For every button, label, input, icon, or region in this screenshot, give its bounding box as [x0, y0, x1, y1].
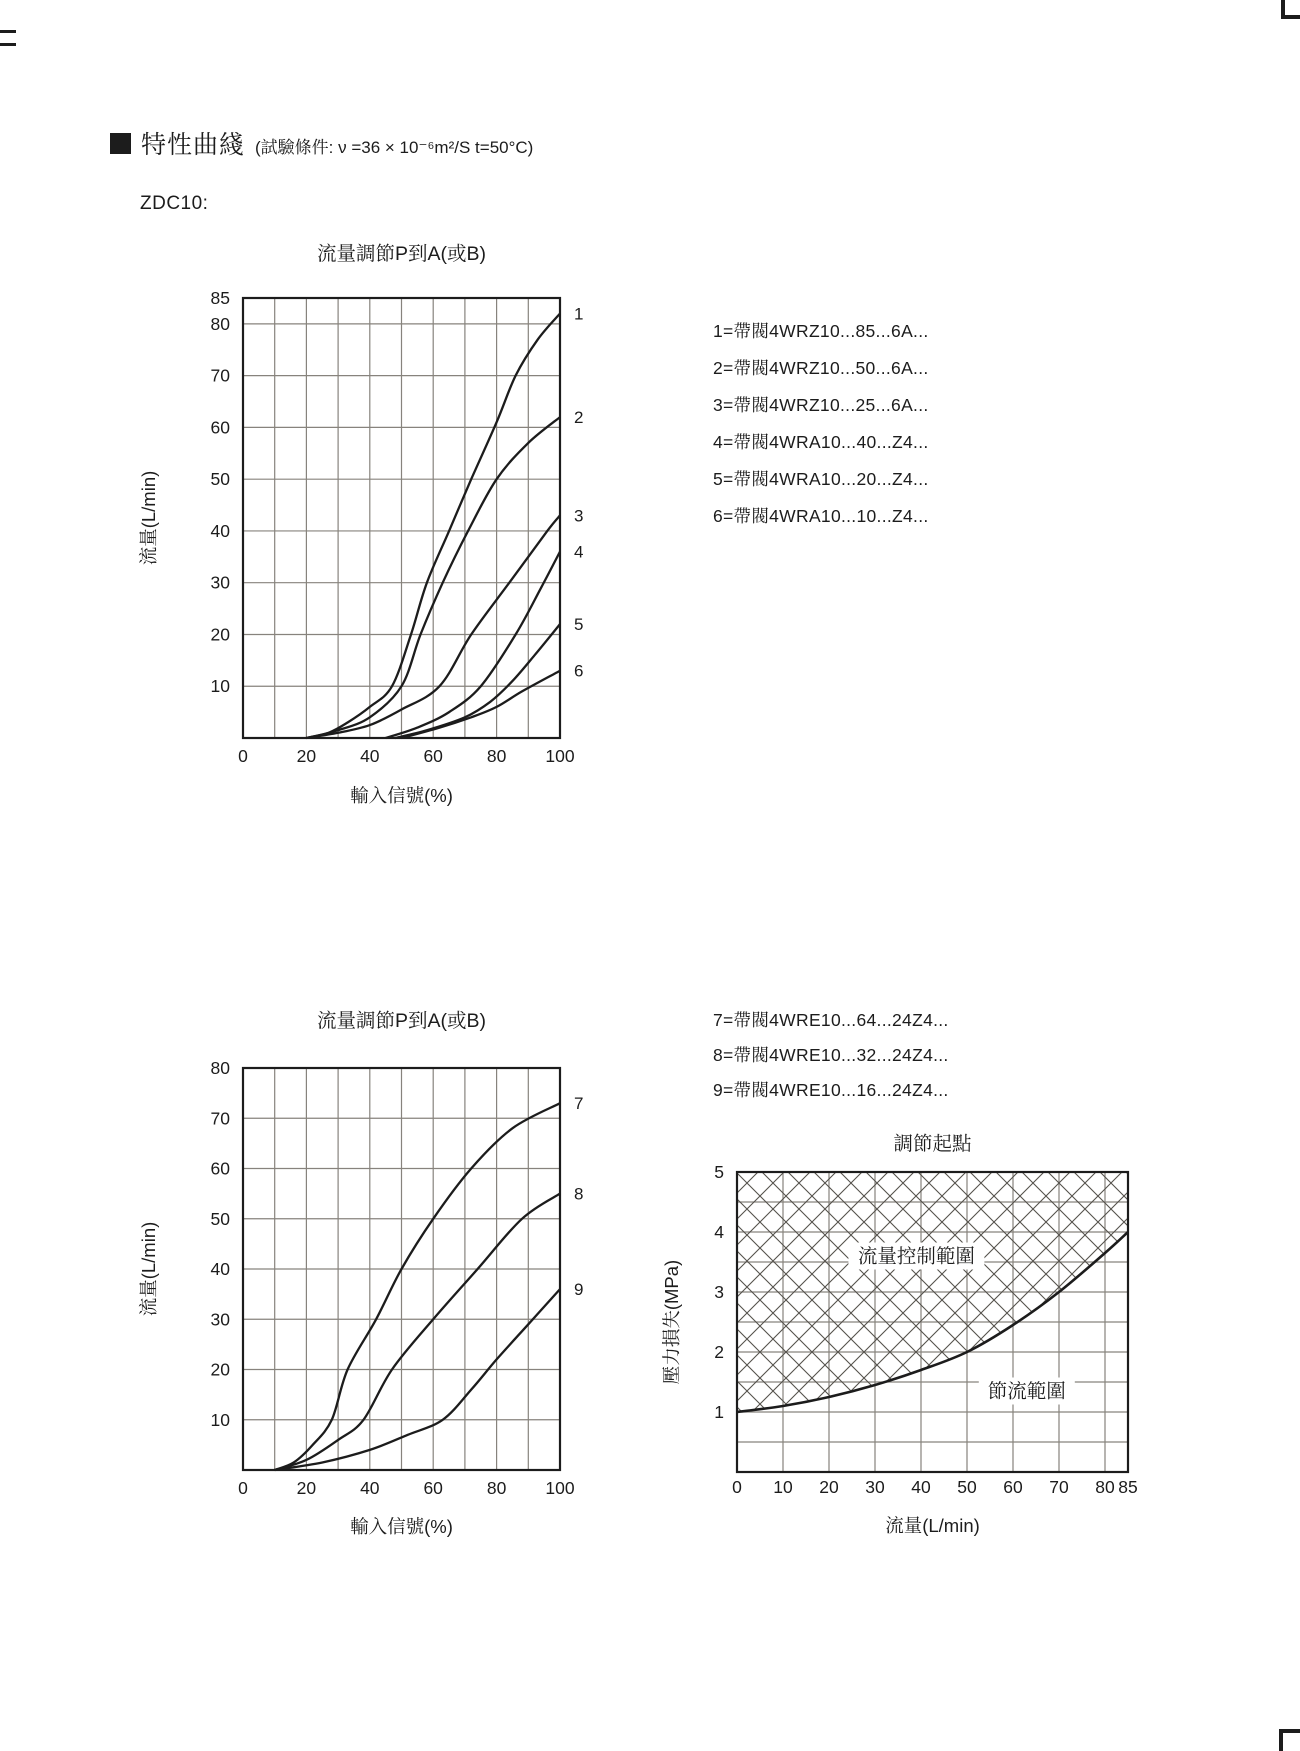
chart-title: 調節起點: [893, 1133, 972, 1155]
x-tick-label: 60: [1003, 1477, 1023, 1497]
y-tick-label: 60: [210, 417, 230, 438]
curve-label-9: 9: [574, 1280, 584, 1300]
y-tick-label: 1: [714, 1402, 724, 1422]
y-tick-label: 70: [210, 1108, 230, 1129]
y-tick-label: 40: [210, 1259, 230, 1279]
y-tick-label: 4: [714, 1222, 724, 1242]
legend-item: 9=帶閥4WRE10...16...24Z4...: [713, 1080, 949, 1100]
x-tick-label: 0: [238, 746, 248, 766]
x-tick-label: 0: [732, 1477, 742, 1497]
chart-title: 流量調節P到A(或B): [316, 243, 487, 265]
page-corner-mark-top-right-h: [1281, 15, 1300, 19]
y-tick-label: 5: [714, 1162, 724, 1182]
chart-title: 流量調節P到A(或B): [316, 1010, 487, 1032]
y-tick-label: 10: [210, 676, 230, 697]
y-axis-title: 流量(L/min): [138, 1221, 159, 1317]
curve-4: [386, 552, 560, 738]
curve-label-8: 8: [574, 1184, 584, 1204]
legend-curves-7-9: [713, 1003, 949, 1108]
section-title: 特性曲綫: [141, 131, 246, 159]
x-axis-title: 輸入信號(%): [350, 1516, 453, 1537]
x-tick-label: 80: [1095, 1477, 1115, 1497]
x-tick-label: 80: [486, 746, 507, 766]
x-tick-label: 20: [296, 1478, 317, 1498]
x-tick-label: 10: [773, 1477, 793, 1497]
curve-label-4: 4: [574, 542, 584, 562]
x-tick-label: 40: [911, 1477, 931, 1497]
x-tick-label: 30: [865, 1477, 885, 1497]
x-axis-title: 流量(L/min): [885, 1515, 980, 1536]
curve-8: [275, 1194, 560, 1470]
curve-label-5: 5: [574, 615, 584, 635]
curve-label-6: 6: [574, 661, 584, 681]
curve-label-7: 7: [574, 1094, 584, 1114]
x-tick-label: 100: [545, 1478, 575, 1498]
y-tick-label: 80: [210, 313, 230, 334]
x-tick-label: 50: [957, 1477, 977, 1497]
x-tick-label: 70: [1049, 1477, 1069, 1497]
y-tick-label: 30: [210, 1309, 230, 1330]
y-tick-label: 80: [210, 1058, 230, 1078]
x-axis-title: 輸入信號(%): [350, 785, 453, 806]
x-tick-label: 20: [296, 746, 317, 766]
x-tick-label: 60: [423, 1478, 443, 1498]
curve-6: [402, 671, 561, 738]
y-tick-label: 30: [210, 572, 230, 593]
chart-adjustment-start-point: [630, 1118, 1175, 1596]
curve-label-2: 2: [574, 408, 584, 428]
region-label: 流量控制範圍: [857, 1245, 975, 1268]
y-tick-label: 2: [714, 1342, 724, 1362]
curve-5: [395, 624, 560, 738]
page-corner-mark-bottom-right-v: [1279, 1729, 1283, 1751]
y-tick-label: 50: [210, 469, 230, 490]
legend-item: 6=帶閥4WRA10...10...Z4...: [713, 506, 929, 526]
x-tick-label: 100: [545, 746, 575, 766]
curve-7: [275, 1103, 560, 1470]
chart-flow-vs-signal-wrz-wra: [130, 230, 600, 825]
x-tick-label: 0: [238, 1478, 248, 1498]
legend-item: 4=帶閥4WRA10...40...Z4...: [713, 432, 929, 452]
x-tick-label: 85: [1118, 1477, 1138, 1497]
x-tick-label: 20: [819, 1477, 839, 1497]
section-bullet-square: [110, 133, 131, 154]
legend-curves-1-6: [713, 313, 929, 535]
page-edge-mark-left-1: [0, 30, 16, 33]
legend-item: 1=帶閥4WRZ10...85...6A...: [713, 321, 929, 341]
x-tick-label: 60: [423, 746, 443, 766]
curve-label-3: 3: [574, 506, 584, 526]
chart-flow-vs-signal-wre: [130, 985, 600, 1565]
y-tick-label: 70: [210, 365, 230, 386]
x-tick-label: 40: [360, 1478, 380, 1498]
x-tick-label: 80: [486, 1478, 507, 1498]
region-label: 節流範圍: [987, 1380, 1066, 1403]
y-tick-label: 85: [210, 288, 230, 308]
model-label: ZDC10:: [140, 193, 209, 214]
legend-item: 3=帶閥4WRZ10...25...6A...: [713, 395, 929, 415]
legend-item: 5=帶閥4WRA10...20...Z4...: [713, 469, 929, 489]
y-tick-label: 20: [210, 624, 230, 645]
legend-item: 8=帶閥4WRE10...32...24Z4...: [713, 1045, 949, 1065]
legend-item: 2=帶閥4WRZ10...50...6A...: [713, 358, 929, 378]
y-tick-label: 60: [210, 1158, 230, 1179]
y-tick-label: 3: [714, 1282, 724, 1302]
y-tick-label: 20: [210, 1359, 230, 1380]
y-axis-title: 壓力損失(MPa): [661, 1259, 682, 1385]
curve-9: [275, 1289, 560, 1470]
y-axis-title: 流量(L/min): [138, 470, 159, 566]
y-tick-label: 40: [210, 520, 230, 541]
curve-label-1: 1: [574, 304, 584, 324]
test-condition: (試驗條件: ν =36 × 10⁻⁶m²/S t=50°C): [255, 137, 534, 157]
x-tick-label: 40: [360, 746, 380, 766]
section-header: [110, 125, 533, 161]
y-tick-label: 10: [210, 1409, 230, 1430]
page-edge-mark-left-2: [0, 43, 16, 46]
legend-item: 7=帶閥4WRE10...64...24Z4...: [713, 1010, 949, 1030]
y-tick-label: 50: [210, 1208, 230, 1229]
